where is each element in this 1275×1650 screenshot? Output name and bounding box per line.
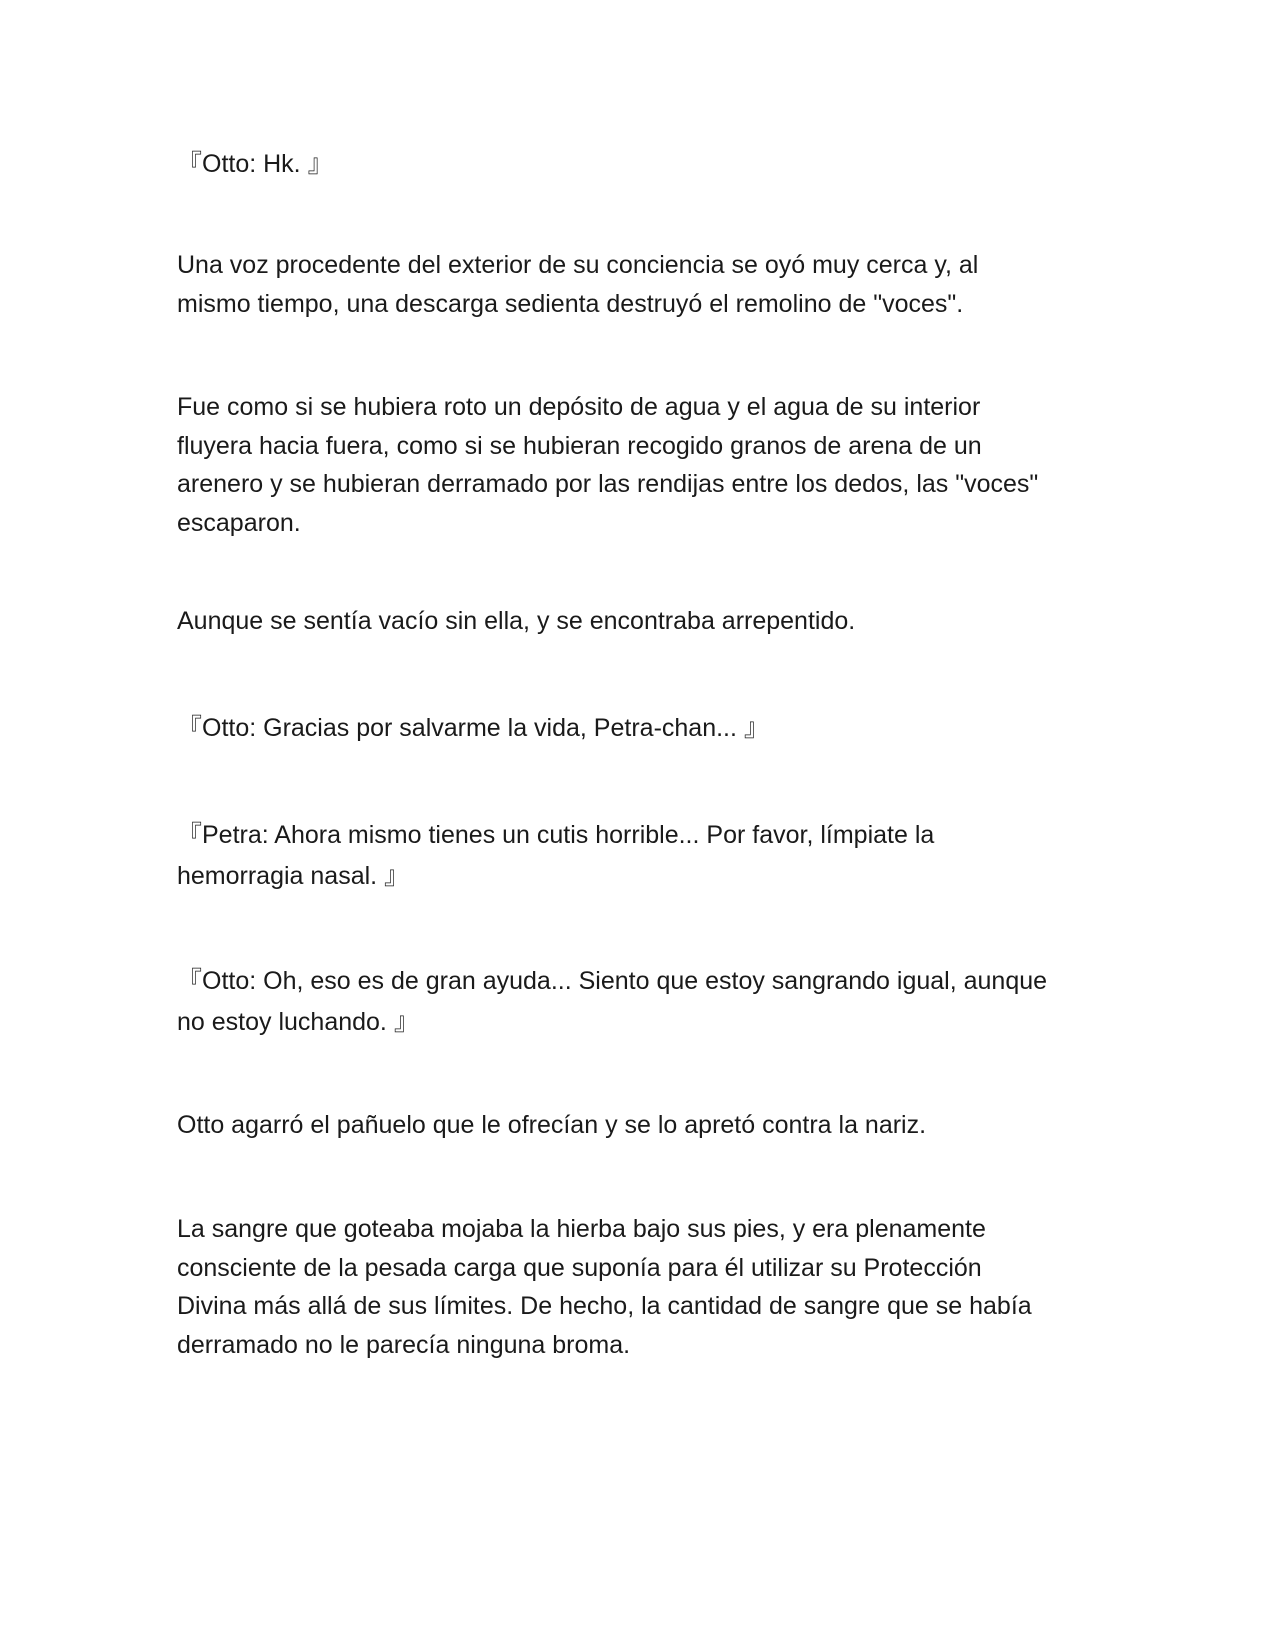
text-line: escaparon. [177, 508, 301, 537]
paragraph-dialogue-otto-help [177, 961, 1107, 1042]
text-line: arenero y se hubieran derramado por las rendijas entre los dedos, las "voces" [177, 470, 1039, 498]
text-line: derramado no le parecía ninguna broma. [177, 1330, 631, 1359]
paragraph-dialogue-petra [177, 815, 1107, 896]
text-line: Fue como si se hubiera roto un depósito de agua y el agua de su interior [177, 393, 981, 421]
paragraph-dialogue-otto-thanks [177, 708, 1107, 749]
paragraph-narration-water [177, 388, 1107, 542]
text-line: 『Otto: Hk. 』 [177, 150, 333, 178]
text-line: mismo tiempo, una descarga sedienta destruyó el remolino de "voces". [177, 289, 964, 318]
text-line: fluyera hacia fuera, como si se hubieran recogido granos de arena de un [177, 431, 982, 460]
text-line: no estoy luchando. 』 [177, 1007, 419, 1036]
paragraph-narration-handkerchief [177, 1106, 1107, 1145]
text-line: consciente de la pesada carga que suponía para él utilizar su Protección [177, 1253, 982, 1282]
text-line: Aunque se sentía vacío sin ella, y se encontraba arrepentido. [177, 607, 856, 635]
paragraph-dialogue-otto-hk [177, 144, 1107, 185]
text-line: La sangre que goteaba mojaba la hierba bajo sus pies, y era plenamente [177, 1215, 986, 1243]
text-line: 『Otto: Oh, eso es de gran ayuda... Siento que estoy sangrando igual, aunque [177, 967, 1048, 995]
text-line: Otto agarró el pañuelo que le ofrecían y se lo apretó contra la nariz. [177, 1111, 927, 1139]
text-line: hemorragia nasal. 』 [177, 861, 410, 890]
text-line: Divina más allá de sus límites. De hecho, la cantidad de sangre que se había [177, 1292, 1032, 1320]
paragraph-narration-voice [177, 246, 1107, 323]
text-line: 『Otto: Gracias por salvarme la vida, Petra-chan... 』 [177, 714, 769, 742]
paragraph-narration-empty [177, 602, 1107, 641]
text-line: Una voz procedente del exterior de su conciencia se oyó muy cerca y, al [177, 251, 979, 279]
paragraph-narration-blood [177, 1210, 1107, 1364]
text-line: 『Petra: Ahora mismo tienes un cutis horrible... Por favor, límpiate la [177, 821, 935, 849]
